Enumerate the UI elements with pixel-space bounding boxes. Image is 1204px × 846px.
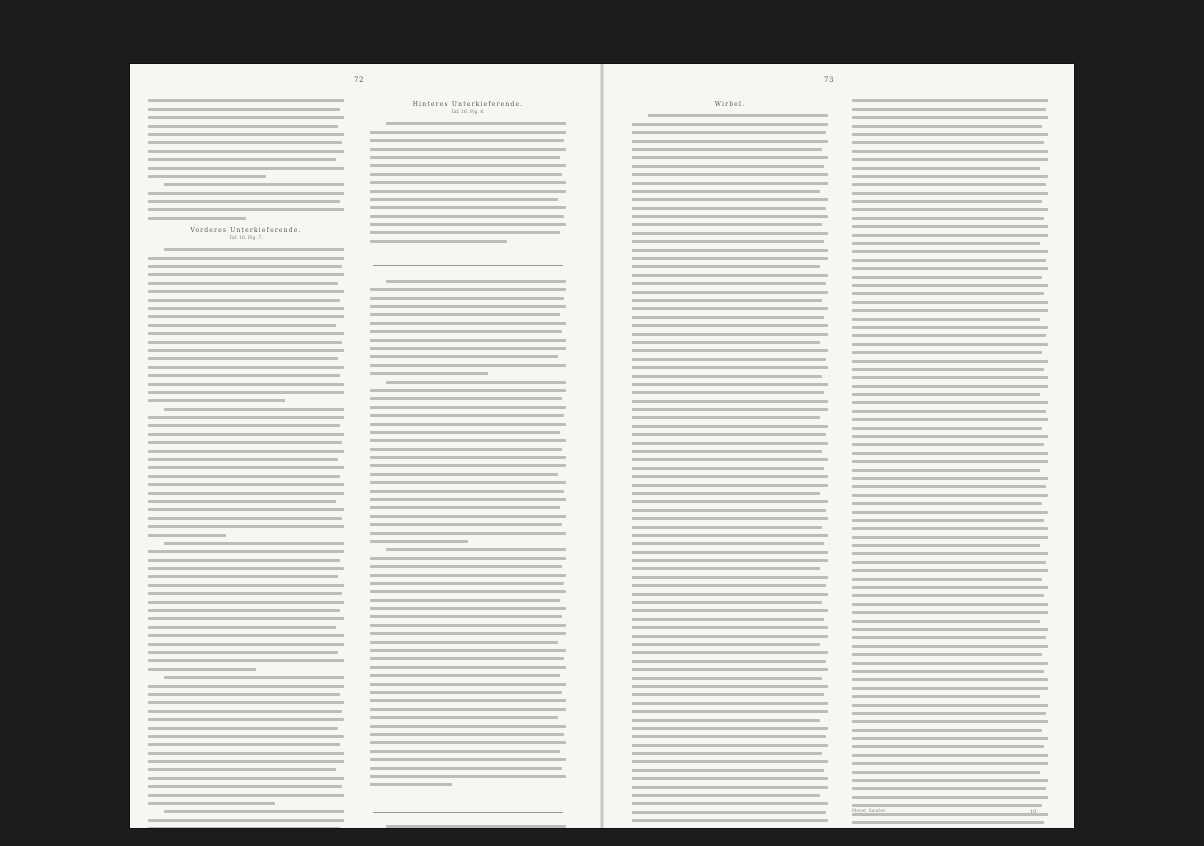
- section-subheading: Taf. 16. Fig. 6.: [451, 110, 485, 115]
- section-heading: Vorderes Unterkieferende.: [190, 226, 302, 234]
- divider: [373, 812, 563, 813]
- section-heading: Wirbel.: [714, 101, 746, 108]
- text-block: [370, 280, 566, 786]
- text-block: [370, 122, 566, 242]
- right-page: [602, 64, 1074, 828]
- text-block: [632, 114, 828, 828]
- text-block: [148, 99, 344, 219]
- text-block: [370, 825, 566, 828]
- book-spread: [130, 64, 1074, 828]
- section-subheading: Taf. 16. Fig. 7.: [229, 235, 263, 241]
- right-column-2: [852, 94, 1048, 828]
- signature-mark: 10: [1030, 809, 1037, 815]
- text-block: [148, 248, 344, 828]
- left-page: [130, 64, 602, 828]
- left-column-1: [148, 94, 344, 828]
- text-block: [852, 99, 1048, 828]
- right-column-1: [632, 94, 828, 828]
- left-column-2: [370, 94, 566, 828]
- page-number: 72: [354, 76, 364, 84]
- divider: [373, 265, 563, 266]
- page-number: 73: [824, 76, 834, 84]
- section-heading: Hinteres Unterkieferende.: [412, 101, 524, 108]
- footnote: Meyer, Saurier.: [852, 809, 887, 814]
